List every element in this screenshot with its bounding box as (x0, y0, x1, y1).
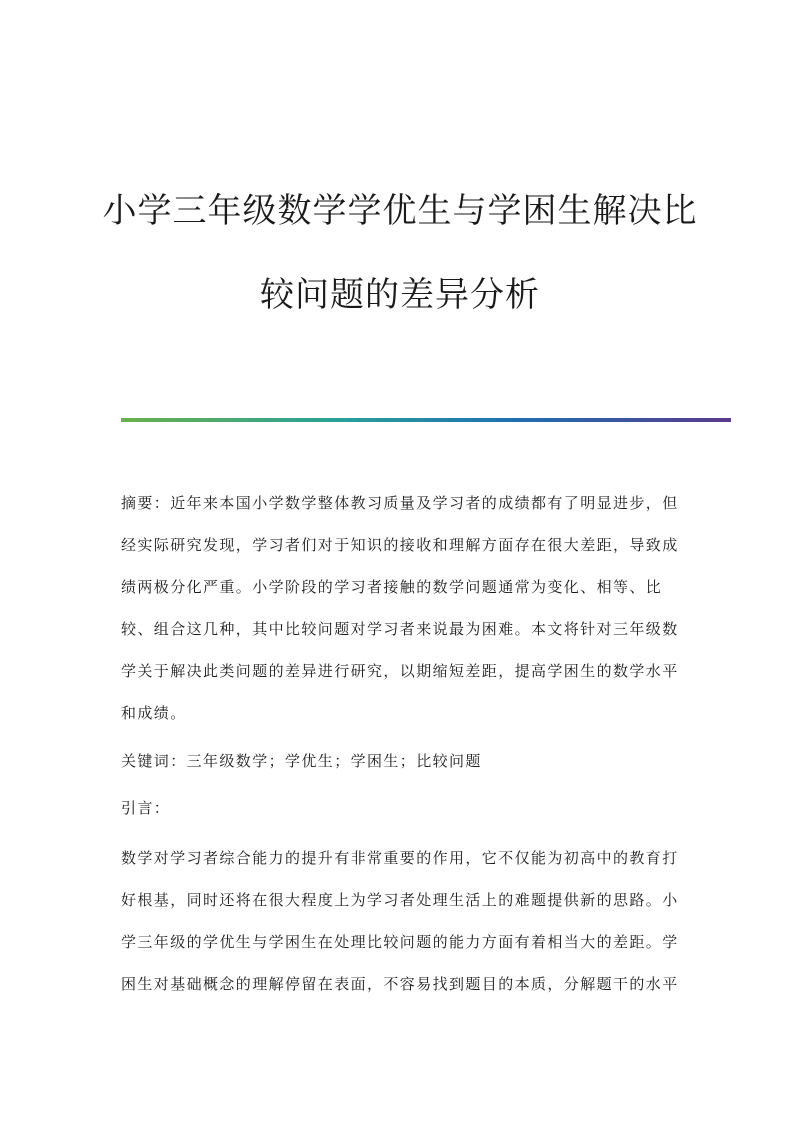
intro-line-1: 数学对学习者综合能力的提升有非常重要的作用，它不仅能为初高中的教育打 (121, 849, 679, 867)
gradient-divider (121, 418, 731, 422)
abstract-line-1: 摘要：近年来本国小学数学整体教习质量及学习者的成绩都有了明显进步，但 (121, 494, 679, 512)
abstract-line-6: 和成绩。 (121, 704, 187, 722)
intro-heading: 引言： (121, 799, 171, 817)
abstract-line-5: 学关于解决此类问题的差异进行研究，以期缩短差距，提高学困生的数学水平 (121, 662, 679, 680)
intro-line-2: 好根基，同时还将在很大程度上为学习者处理生活上的难题提供新的思路。小 (121, 891, 679, 909)
intro-line-3: 学三年级的学优生与学困生在处理比较问题的能力方面有着相当大的差距。学 (121, 933, 679, 951)
abstract-line-4: 较、组合这几种，其中比较问题对学习者来说最为困难。本文将针对三年级数 (121, 620, 679, 638)
title-line-1: 小学三年级数学学优生与学困生解决比 (102, 191, 698, 231)
abstract-line-2: 经实际研究发现，学习者们对于知识的接收和理解方面存在很大差距，导致成 (121, 536, 679, 554)
intro-line-4: 困生对基础概念的理解停留在表面，不容易找到题目的本质，分解题干的水平 (121, 975, 679, 993)
keywords-line: 关键词：三年级数学；学优生；学困生；比较问题 (121, 752, 482, 770)
title-line-2: 较问题的差异分析 (260, 275, 540, 315)
abstract-line-3: 绩两极分化严重。小学阶段的学习者接触的数学问题通常为变化、相等、比 (121, 578, 663, 596)
